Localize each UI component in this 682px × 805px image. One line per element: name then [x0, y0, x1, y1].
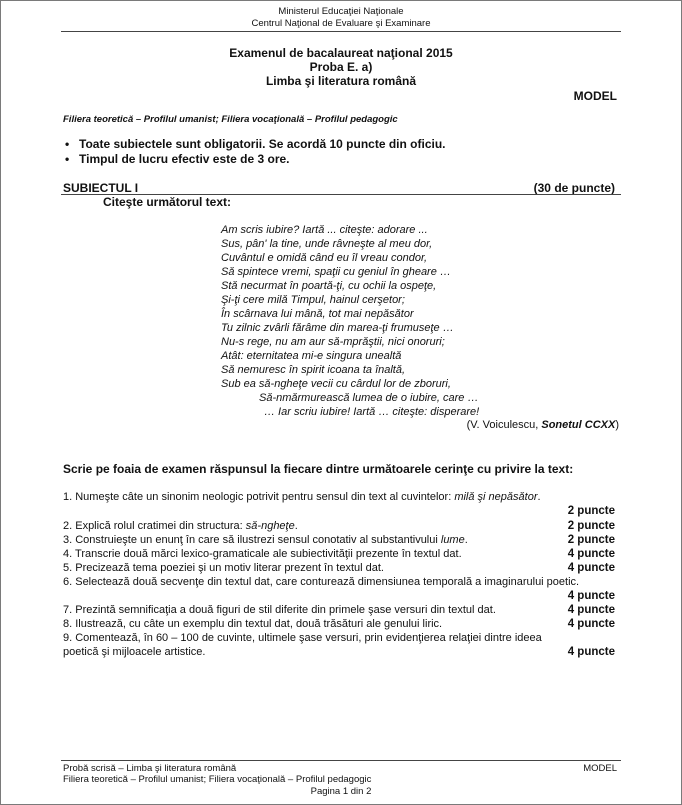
- poem-line: Cuvântul e omidă când eu îl vreau condor,: [221, 252, 428, 264]
- requirement-7: 7. Prezintă semnificaţia a două figuri de stil diferite din primele şase versuri din textul dat.: [63, 604, 496, 616]
- requirement-3: 3. Construieşte un enunţ în care să ilustrezi sensul conotativ al substantivului lume.: [63, 534, 468, 546]
- requirement-2-points: 2 puncte: [567, 520, 615, 532]
- exam-subject: Limba şi literatura română: [265, 74, 417, 88]
- poem-line: Atât: eternitatea mi-e singura unealtă: [221, 350, 402, 362]
- requirement-7-points: 4 puncte: [567, 604, 615, 616]
- poem-source: (V. Voiculescu, Sonetul CCXX): [466, 419, 619, 431]
- poem-line: … Iar scriu iubire! Iartă … citeşte: disperare!: [264, 406, 480, 418]
- footer-model: MODEL: [583, 763, 617, 774]
- poem-line: Să spintece vremi, spaţii cu geniul în gheare …: [221, 266, 451, 278]
- requirement-5: 5. Precizează tema poeziei şi un motiv literar prezent în textul dat.: [63, 562, 384, 574]
- requirement-3-points: 2 puncte: [567, 534, 615, 546]
- read-instruction: Citeşte următorul text:: [103, 195, 232, 209]
- bullet-item: • Timpul de lucru efectiv este de 3 ore.: [65, 152, 290, 166]
- ministry-header: Ministerul Educaţiei Naţionale: [278, 6, 404, 17]
- requirement-1-points: 2 puncte: [567, 505, 615, 517]
- model-label: MODEL: [573, 89, 617, 103]
- footer-proba: Probă scrisă – Limba şi literatura română: [63, 763, 237, 774]
- poem-line: Tu zilnic zvârli fărâme din marea-ţi frumuseţe …: [221, 322, 454, 334]
- requirement-8-points: 4 puncte: [567, 618, 615, 630]
- footer-filiera: Filiera teoretică – Profilul umanist; Filiera vocaţională – Profilul pedagogic: [63, 774, 372, 785]
- requirement-9: 9. Comentează, în 60 – 100 de cuvinte, ultimele şase versuri, prin evidenţierea relaţiei dintre ideea: [63, 632, 542, 644]
- requirement-4: 4. Transcrie două mărci lexico-gramaticale ale subiectivităţii prezente în textul dat.: [63, 548, 462, 560]
- requirement-5-points: 4 puncte: [567, 562, 615, 574]
- center-header: Centrul Naţional de Evaluare şi Examinare: [251, 18, 431, 29]
- header-divider: [61, 31, 621, 32]
- poem-title: Sonetul CCXX: [541, 419, 616, 431]
- page-number: Pagina 1 din 2: [310, 786, 372, 797]
- filiera-line: Filiera teoretică – Profilul umanist; Filiera vocaţională – Profilul pedagogic: [63, 114, 398, 125]
- requirement-6-points: 4 puncte: [567, 590, 615, 602]
- requirement-2: 2. Explică rolul cratimei din structura: să-ngheţe.: [63, 520, 298, 532]
- requirement-1: 1. Numeşte câte un sinonim neologic potrivit pentru sensul din text al cuvintelor: milă şi nepăsător.: [63, 491, 541, 503]
- requirement-9-cont: poetică şi mijloacele artistice.: [63, 646, 206, 658]
- requirement-6: 6. Selectează două secvenţe din textul dat, care conturează dimensiunea temporală a imaginarului poetic.: [63, 576, 580, 588]
- task-intro: Scrie pe foaia de examen răspunsul la fiecare dintre următoarele cerinţe cu privire la text:: [63, 462, 574, 476]
- poem-text: [221, 223, 479, 419]
- footer-divider: [61, 760, 621, 761]
- exam-title: Examenul de bacalaureat naţional 2015: [229, 46, 453, 60]
- poem-line: Sus, pân' la tine, unde râvneşte al meu dor,: [221, 238, 433, 250]
- poem-line: Stă necurmat în poartă-ţi, cu ochii la ospeţe,: [221, 280, 437, 292]
- poem-line: Să nemuresc în spirit icoana ta înaltă,: [221, 364, 406, 376]
- poem-line: Şi-ţi cere milă Timpul, hainul cerşetor;: [221, 294, 405, 306]
- poem-line: Nu-s rege, nu am aur să-mprăştii, nici onoruri;: [221, 336, 445, 348]
- poem-line: Sub ea să-ngheţe vecii cu cârdul lor de zboruri,: [221, 378, 451, 390]
- requirement-8: 8. Ilustrează, cu câte un exemplu din textul dat, două trăsături ale genului liric.: [63, 618, 443, 630]
- requirement-9-points: 4 puncte: [567, 646, 615, 658]
- exam-proba: Proba E. a): [309, 60, 373, 74]
- poem-line: În scârnava lui mână, tot mai nepăsător: [221, 308, 414, 320]
- requirement-4-points: 4 puncte: [567, 548, 615, 560]
- poem-line: Am scris iubire? Iartă ... citeşte: adorare ...: [221, 224, 428, 236]
- poem-line: Să-nmărmurească lumea de o iubire, care …: [259, 392, 479, 404]
- subject-heading: SUBIECTUL I: [63, 181, 139, 195]
- subject-points: (30 de puncte): [533, 181, 615, 195]
- bullet-item: • Toate subiectele sunt obligatorii. Se acordă 10 puncte din oficiu.: [65, 137, 446, 151]
